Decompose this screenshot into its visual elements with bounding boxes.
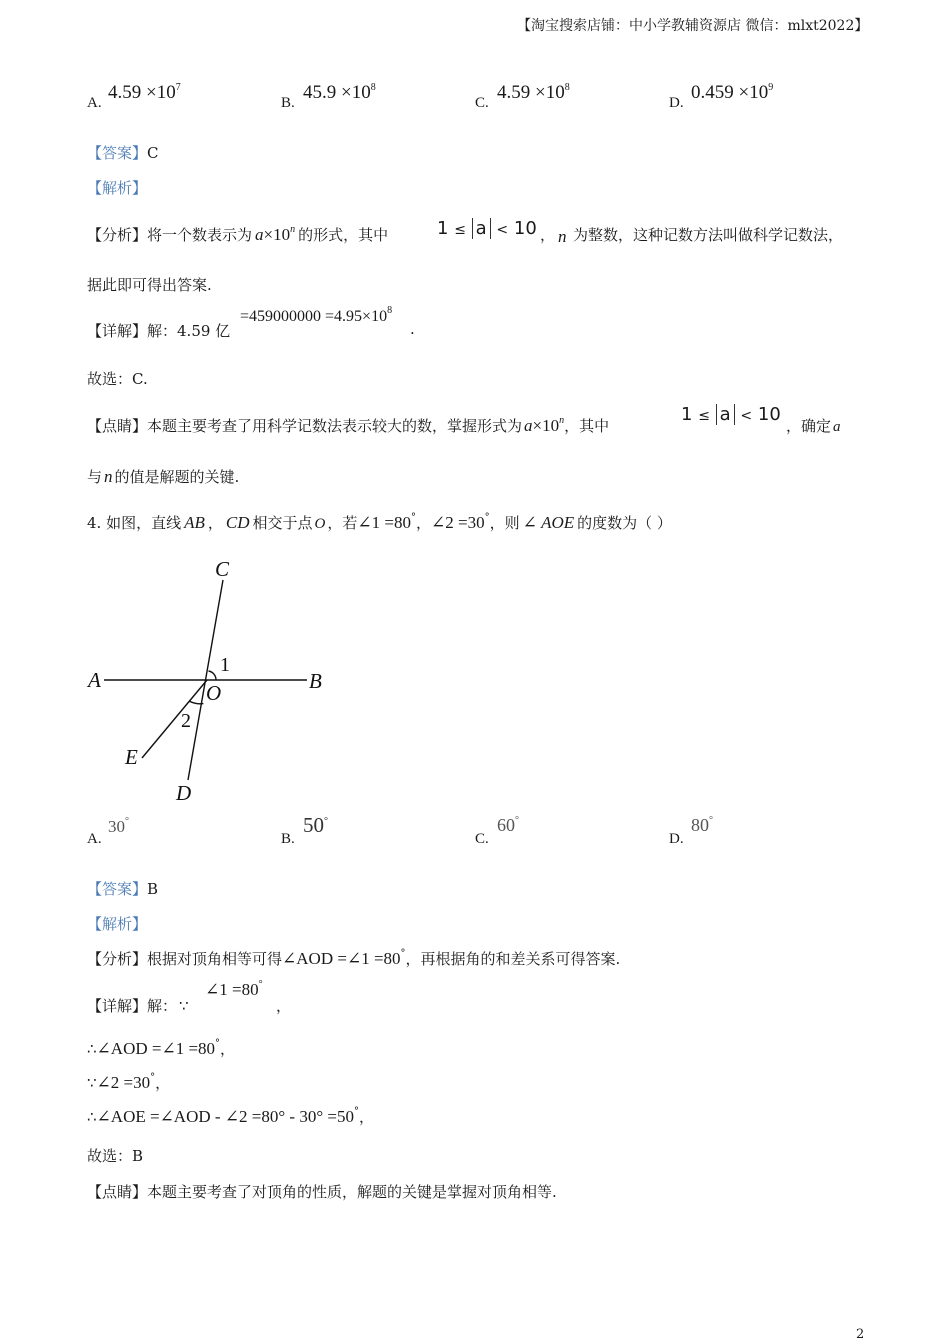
q3-comment-line2: 与 n 的值是解题的关键. [87, 467, 240, 486]
label-o: O [206, 681, 222, 705]
q3-fenxi-inequality: 1 ≤ a < 10 [437, 218, 537, 239]
q4-step-2: ∵∠2 =30°， [87, 1072, 171, 1092]
label-c: C [215, 557, 230, 581]
q3-option-d-letter: D. [669, 95, 684, 111]
label-b: B [309, 669, 322, 693]
q3-option-c-value: $4.59 \times 10^8$ [497, 82, 570, 103]
q3-detail-end: . [410, 320, 415, 338]
q3-comment-inequality: 1 ≤ a < 10 [681, 404, 781, 425]
q4-answer: 【答案】B [87, 880, 159, 898]
label-angle-1: 1 [220, 654, 230, 676]
q3-option-a-value: $4.59 \times 10^7$ [108, 82, 181, 103]
q3-option-d-value: $0.459 \times 10^9$ [691, 82, 774, 103]
q4-detail: 【详解】解： ∵ [87, 997, 189, 1015]
q4-choose: 故选：B [87, 1147, 144, 1165]
page-number: 2 [856, 1327, 865, 1342]
q4-option-c-letter: C. [475, 831, 489, 847]
label-e: E [125, 745, 138, 769]
q3-answer: 【答案】C [87, 144, 159, 162]
q3-detail: 【详解】解：4.59 亿 [87, 322, 231, 340]
q4-step-3: ∴∠AOE =∠AOD - ∠2 =80° - 30° =50°， [87, 1106, 374, 1126]
q3-fenxi: 【分析】将一个数表示为 $a\times 10^n$ 的形式，其中 [87, 224, 389, 244]
q4-detail-end: ， [276, 997, 292, 1015]
q4-fenxi: 【分析】根据对顶角相等可得∠AOD =∠1 =80°，再根据角的和差关系可得答案. [87, 948, 621, 968]
q4-option-a-value: 30° [108, 816, 129, 836]
q4-detail-expr: ∠1 =80° [205, 979, 263, 999]
q3-fenxi-rest: 为整数，这种记数方法叫做科学记数法， [573, 226, 844, 244]
q3-comment: 【点睛】本题主要考查了用科学记数法表示较大的数，掌握形式为 $a\times 10^n$，其中 [87, 415, 610, 435]
q4-option-b-value: 50° [303, 813, 328, 837]
label-a: A [88, 668, 101, 692]
q3-comment-cont: ，确定 a [786, 417, 841, 435]
q4-comment: 【点睛】本题主要考查了对顶角的性质，解题的关键是掌握对顶角相等. [87, 1183, 557, 1201]
label-angle-2: 2 [181, 710, 191, 732]
q4-analysis-tag: 【解析】 [87, 915, 148, 933]
label-d: D [176, 781, 192, 805]
q3-fenxi-line2: 据此即可得出答案. [87, 276, 212, 294]
q3-fenxi-comma: ， [540, 226, 556, 244]
q3-detail-expr: $=459000000 =4.95\times 10^8$ [240, 305, 393, 325]
page-header: 【淘宝搜索店铺：中小学教辅资源店 微信：mlxt2022】 [517, 18, 869, 34]
q3-option-b-letter: B. [281, 95, 295, 111]
q3-option-c-letter: C. [475, 95, 489, 111]
q3-analysis-tag: 【解析】 [87, 179, 148, 197]
angle-1-arc [209, 671, 217, 680]
q3-choose: 故选：C. [87, 370, 148, 388]
q4-option-a-letter: A. [87, 831, 102, 847]
q3-fenxi-n: n [558, 227, 567, 246]
q4-option-d-value: 80° [691, 815, 713, 835]
q4-option-b-letter: B. [281, 831, 295, 847]
q3-option-b-value: $45.9 \times 10^8$ [303, 82, 376, 103]
ray-oe [142, 680, 207, 758]
q4-option-c-value: 60° [497, 815, 519, 835]
q4-step-1: ∴∠AOD =∠1 =80°， [87, 1038, 236, 1058]
q4-figure [80, 550, 350, 810]
q4-stem: 4. 如图，直线 AB ， CD 相交于点 O ，若∠1 =80°，∠2 =30°，则 ∠ AOE 的度数为（ ） [87, 512, 672, 532]
q3-option-a-letter: A. [87, 95, 102, 111]
q4-option-d-letter: D. [669, 831, 684, 847]
